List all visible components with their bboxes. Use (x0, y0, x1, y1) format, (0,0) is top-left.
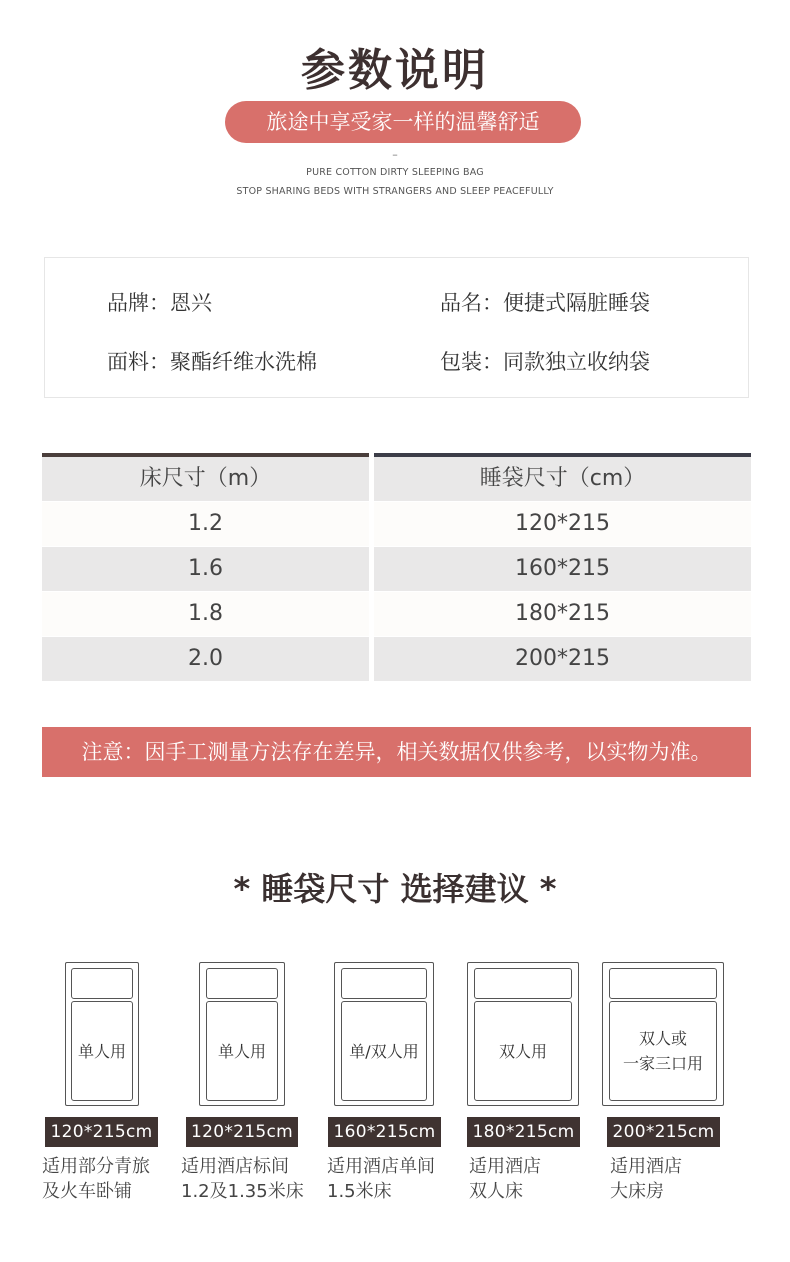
bed-icon-single (65, 962, 139, 1106)
bed-usage-line: 双人床 (469, 1181, 523, 1202)
bed-label: 双人用 (474, 1001, 572, 1101)
table-cell-bed-size: 1.8 (42, 592, 369, 636)
page-title: 参数说明 (301, 45, 489, 96)
bed-usage-line: 适用部分青旅 (42, 1156, 150, 1177)
table-cell-bed-size: 2.0 (42, 637, 369, 681)
pillow-icon (71, 968, 133, 999)
bed-label-line: 双人或 (638, 1029, 687, 1048)
bed-label: 单人用 (206, 1001, 278, 1101)
bed-label-line: 一家三口用 (622, 1054, 703, 1073)
bed-usage-line: 适用酒店标间 (181, 1156, 289, 1177)
packaging-info: 包装：同款独立收纳袋 (440, 350, 650, 374)
fabric-info: 面料：聚酯纤维水洗棉 (107, 350, 317, 374)
bed-size-tag: 120*215cm (45, 1117, 158, 1147)
table-cell-bag-size: 180*215 (374, 592, 751, 636)
subtitle-banner: 旅途中享受家一样的温馨舒适 (225, 101, 581, 143)
bed-label (609, 1001, 717, 1101)
bed-usage-line: 适用酒店 (469, 1156, 541, 1177)
table-cell-bed-size: 1.2 (42, 502, 369, 546)
bed-size-tag: 180*215cm (467, 1117, 580, 1147)
pillow-icon (474, 968, 572, 999)
size-suggestion-title: * 睡袋尺寸 选择建议 * (233, 870, 557, 908)
measurement-note-banner: 注意：因手工测量方法存在差异，相关数据仅供参考，以实物为准。 (42, 727, 751, 777)
product-info-box (44, 257, 749, 398)
brand-info: 品牌：恩兴 (107, 291, 212, 315)
bed-size-tag: 120*215cm (186, 1117, 298, 1147)
bed-size-tag: 200*215cm (607, 1117, 720, 1147)
table-header-bed-size: 床尺寸（m） (42, 457, 369, 501)
pillow-icon (206, 968, 278, 999)
bed-usage-line: 大床房 (610, 1181, 664, 1202)
bed-size-tag: 160*215cm (328, 1117, 441, 1147)
product-name-info: 品名：便捷式隔脏睡袋 (440, 291, 650, 315)
english-tagline-2: STOP SHARING BEDS WITH STRANGERS AND SLEEP PEACEFULLY (236, 186, 554, 197)
english-tagline-1: PURE COTTON DIRTY SLEEPING BAG (306, 167, 484, 178)
bed-label: 单/双人用 (341, 1001, 427, 1101)
divider-dash: – (392, 148, 398, 161)
table-cell-bed-size: 1.6 (42, 547, 369, 591)
bed-label: 单人用 (71, 1001, 133, 1101)
table-cell-bag-size: 200*215 (374, 637, 751, 681)
bed-usage-line: 1.5米床 (327, 1181, 392, 1202)
bed-usage-line: 适用酒店 (610, 1156, 682, 1177)
bed-icon-single-hotel (199, 962, 285, 1106)
table-cell-bag-size: 120*215 (374, 502, 751, 546)
bed-icon-single-double (334, 962, 434, 1106)
bed-usage-line: 1.2及1.35米床 (181, 1181, 304, 1202)
bed-icon-double (467, 962, 579, 1106)
bed-usage-line: 适用酒店单间 (327, 1156, 435, 1177)
pillow-icon (609, 968, 717, 999)
bed-usage-line: 及火车卧铺 (42, 1181, 132, 1202)
pillow-icon (341, 968, 427, 999)
bed-icon-family (602, 962, 724, 1106)
table-cell-bag-size: 160*215 (374, 547, 751, 591)
table-header-bag-size: 睡袋尺寸（cm） (374, 457, 751, 501)
